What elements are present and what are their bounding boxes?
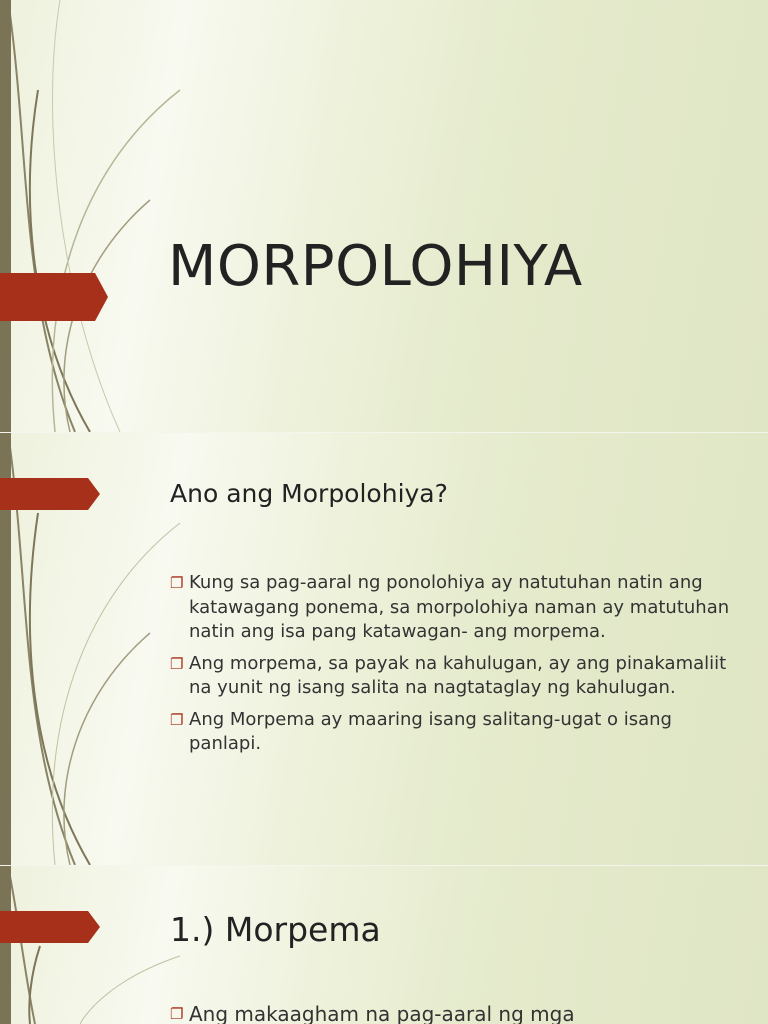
slide-definition xyxy=(0,433,768,865)
left-bar xyxy=(0,866,11,1024)
slide-title xyxy=(0,0,768,432)
bullet-text: Kung sa pag-aaral ng ponolohiya ay natutuhan natin ang katawagang ponema, sa morpolohiya naman ay matutuhan natin ang isa pang katawagan- ang morpema. xyxy=(189,572,730,642)
bullet-text: Ang makaagham na pag-aaral ng mga xyxy=(189,1002,575,1024)
slide-heading: 1.) Morpema xyxy=(170,910,381,949)
bullet-icon: ❐ xyxy=(170,1005,184,1023)
bullet-list xyxy=(170,1002,730,1024)
accent-tab xyxy=(0,478,100,510)
slide-heading: Ano ang Morpolohiya? xyxy=(170,479,448,508)
left-bar xyxy=(0,0,11,432)
accent-tab xyxy=(0,273,108,321)
bullet-icon: ❐ xyxy=(170,574,184,592)
list-item xyxy=(170,1002,730,1024)
list-item xyxy=(170,708,730,757)
bullet-text: Ang Morpema ay maaring isang salitang-ugat o isang panlapi. xyxy=(189,708,672,754)
bullet-icon: ❐ xyxy=(170,654,184,673)
bullet-icon: ❐ xyxy=(170,710,184,729)
accent-tab xyxy=(0,911,100,943)
bullet-text: Ang morpema, sa payak na kahulugan, ay ang pinakamaliit na yunit ng isang salita na nagtataglay ng kahulugan. xyxy=(189,652,727,698)
list-item xyxy=(170,652,730,701)
slide-morpema xyxy=(0,866,768,1024)
list-item xyxy=(170,571,730,645)
bullet-list xyxy=(170,571,730,764)
decorative-curves xyxy=(0,0,200,432)
page-title: MORPOLOHIYA xyxy=(168,234,583,299)
